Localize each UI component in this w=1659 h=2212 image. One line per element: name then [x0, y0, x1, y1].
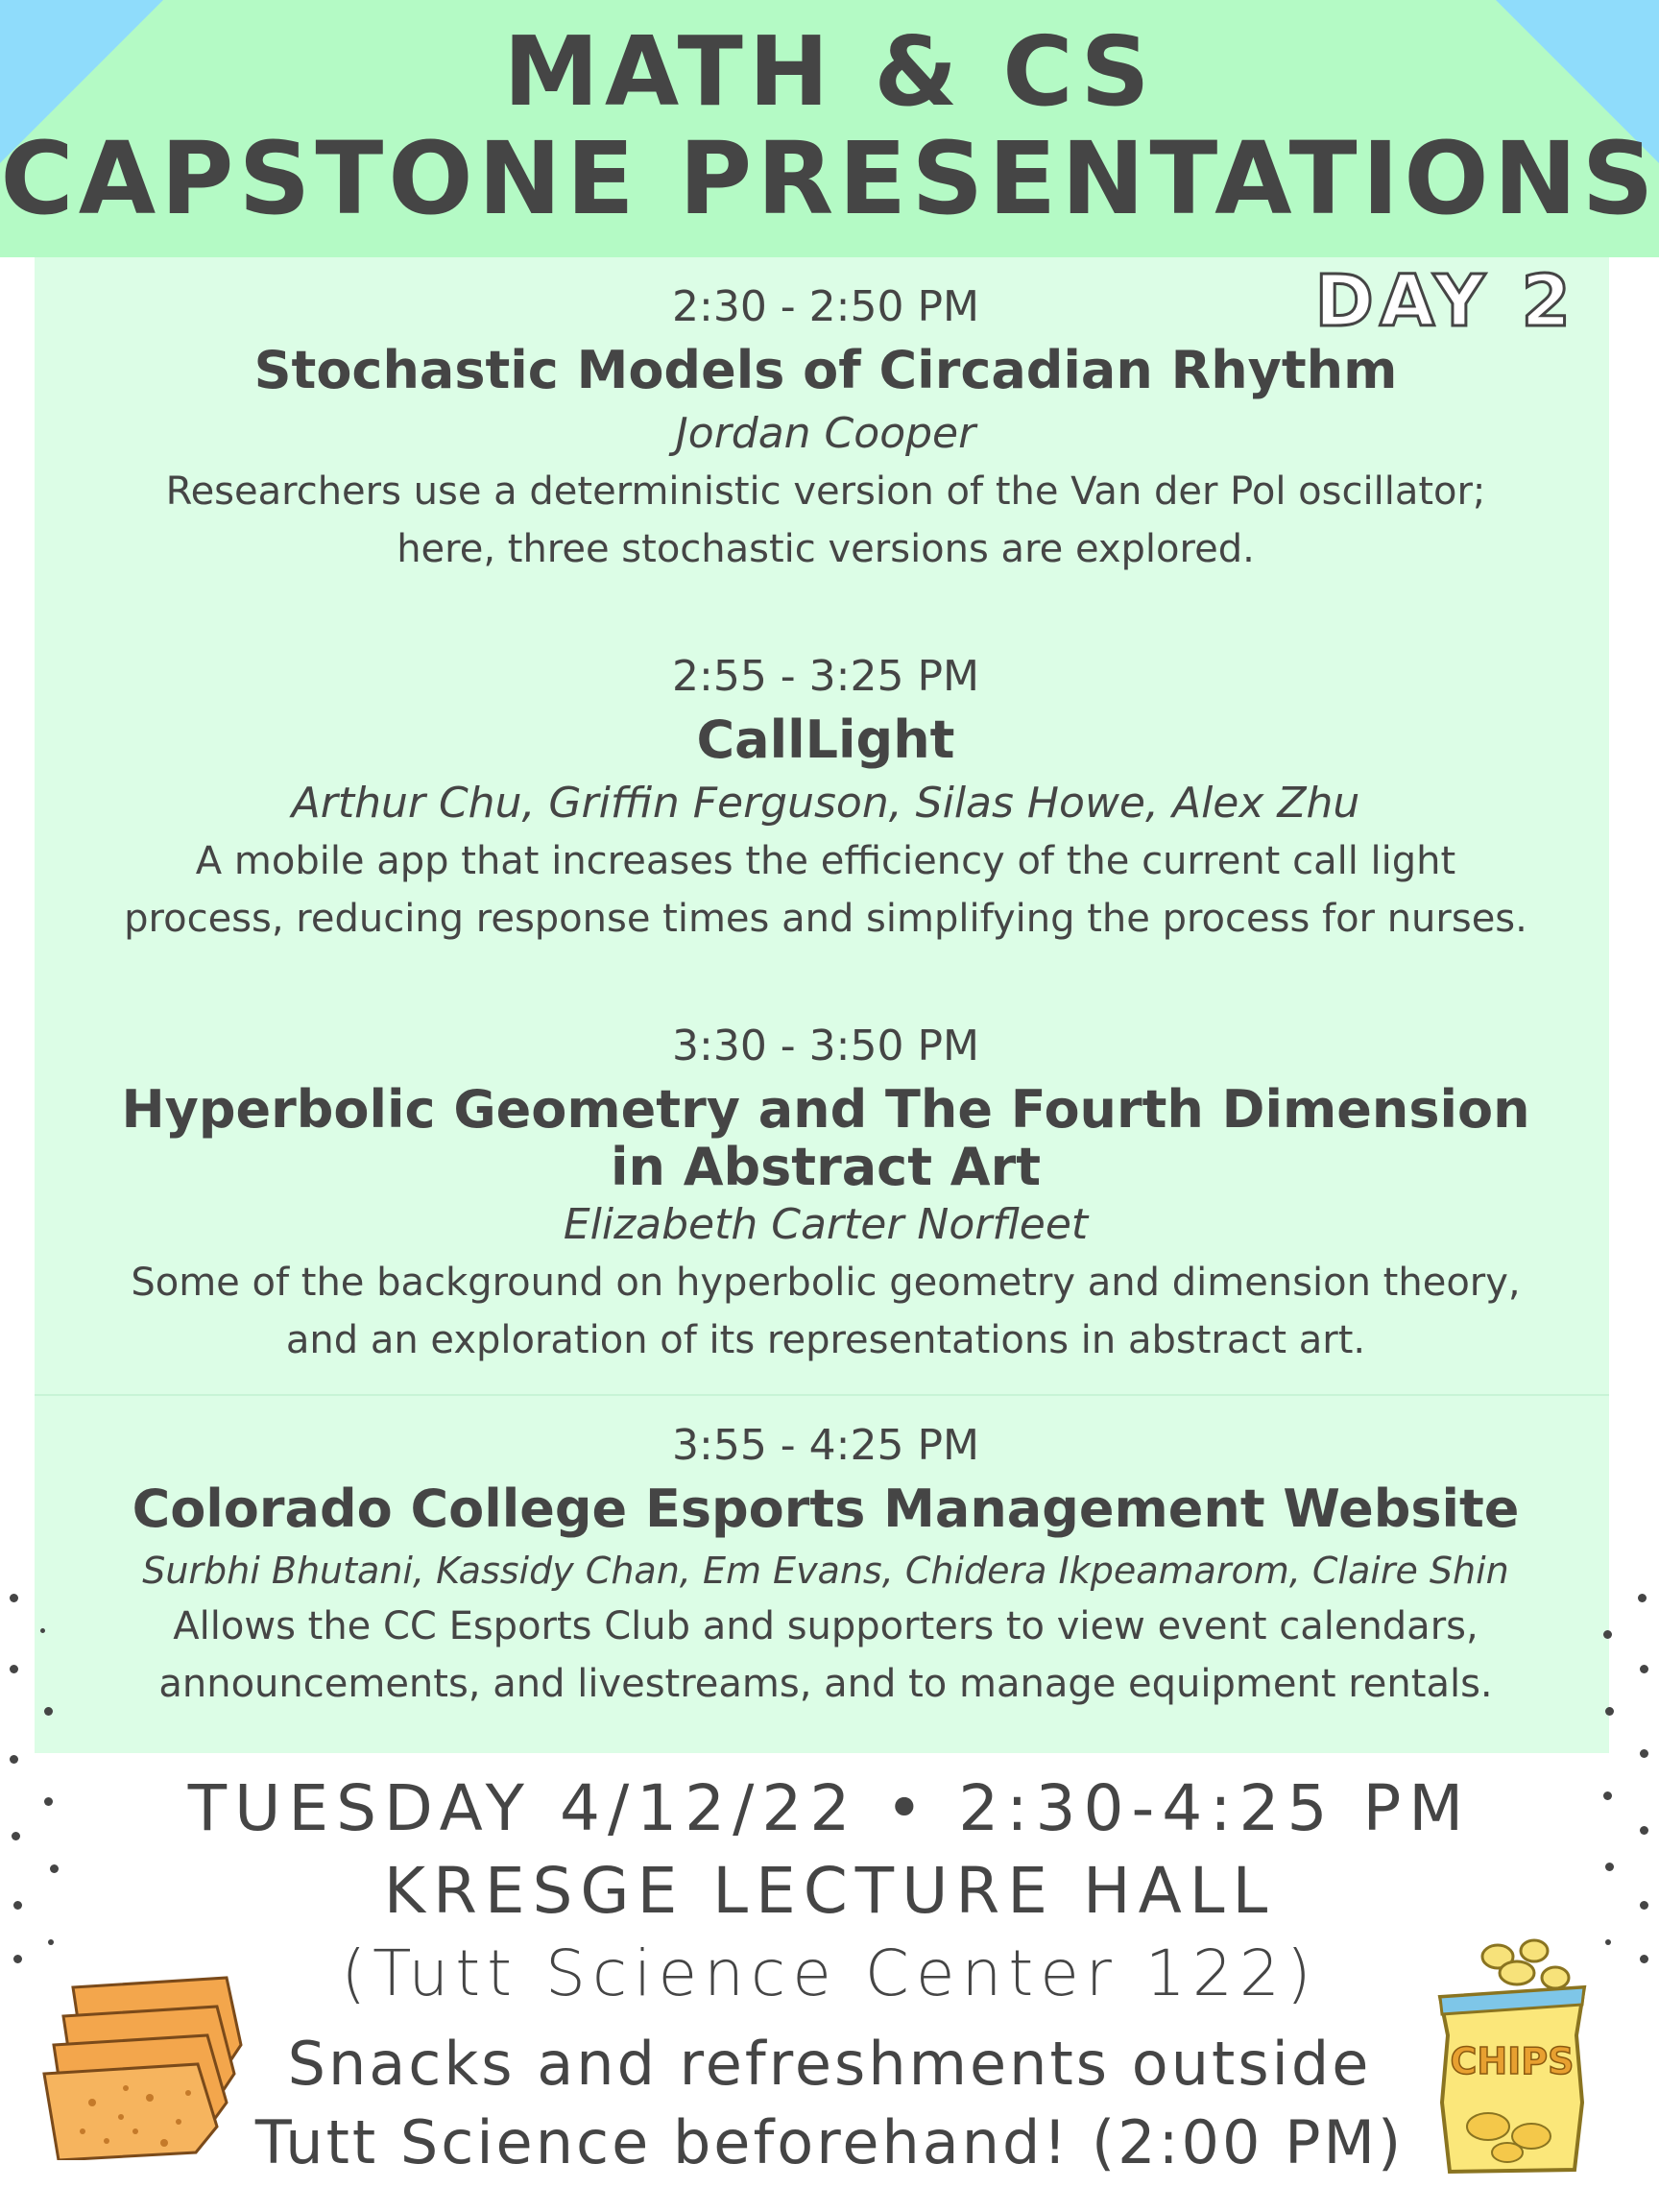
- chips-bag-label: CHIPS: [1450, 2040, 1575, 2082]
- session-title-line2: in Abstract Art: [610, 1137, 1042, 1197]
- session-description-line1: Some of the background on hyperbolic geometry and dimension theory,: [131, 1261, 1521, 1305]
- session-description-line1: A mobile app that increases the efficiency of the current call light: [195, 839, 1456, 883]
- session-time: 3:55 - 4:25 PM: [672, 1421, 979, 1470]
- session-3: [58, 1020, 1594, 1369]
- chips-bag-icon: [1421, 1930, 1603, 2179]
- crackers-icon: [35, 1968, 255, 2160]
- session-time: 2:30 - 2:50 PM: [672, 282, 979, 331]
- snacks-note-line2: Tutt Science beforehand! (2:00 PM): [254, 2107, 1405, 2177]
- session-description-line1: Allows the CC Esports Club and supporters to view event calendars,: [173, 1604, 1479, 1648]
- page-title-line2: CAPSTONE PRESENTATIONS: [0, 120, 1659, 237]
- session-title: Stochastic Models of Circadian Rhythm: [253, 340, 1398, 400]
- session-authors: Arthur Chu, Griffin Ferguson, Silas Howe, Alex Zhu: [291, 779, 1360, 828]
- session-2: [58, 650, 1594, 948]
- panel-divider: [35, 1394, 1609, 1396]
- session-description-line2: announcements, and livestreams, and to manage equipment rentals.: [158, 1662, 1493, 1706]
- session-title: Colorado College Esports Management Website: [132, 1479, 1520, 1539]
- session-description-line2: process, reducing response times and simplifying the process for nurses.: [124, 897, 1527, 941]
- page-title-line1: MATH & CS: [503, 15, 1156, 128]
- session-authors: Elizabeth Carter Norfleet: [563, 1200, 1089, 1249]
- session-1: [58, 280, 1594, 578]
- session-title: CallLight: [696, 709, 955, 770]
- session-description-line2: here, three stochastic versions are explored.: [397, 527, 1255, 571]
- event-date-time: TUESDAY 4/12/22 • 2:30-4:25 PM: [187, 1771, 1472, 1845]
- session-description-line1: Researchers use a deterministic version of the Van der Pol oscillator;: [165, 469, 1486, 514]
- session-authors: Surbhi Bhutani, Kassidy Chan, Em Evans, Chidera Ikpeamarom, Claire Shin: [142, 1550, 1509, 1592]
- session-time: 3:30 - 3:50 PM: [672, 1022, 979, 1070]
- session-4: [58, 1419, 1594, 1713]
- event-room: (Tutt Science Center 122): [341, 1936, 1318, 2010]
- session-title-line1: Hyperbolic Geometry and The Fourth Dimension: [121, 1079, 1530, 1140]
- session-description-line2: and an exploration of its representations in abstract art.: [285, 1318, 1366, 1362]
- session-authors: Jordan Cooper: [675, 409, 976, 458]
- event-venue: KRESGE LECTURE HALL: [383, 1854, 1276, 1928]
- session-time: 2:55 - 3:25 PM: [672, 652, 979, 701]
- day-badge: DAY 2: [1314, 260, 1576, 343]
- snacks-note-line1: Snacks and refreshments outside: [287, 2029, 1372, 2099]
